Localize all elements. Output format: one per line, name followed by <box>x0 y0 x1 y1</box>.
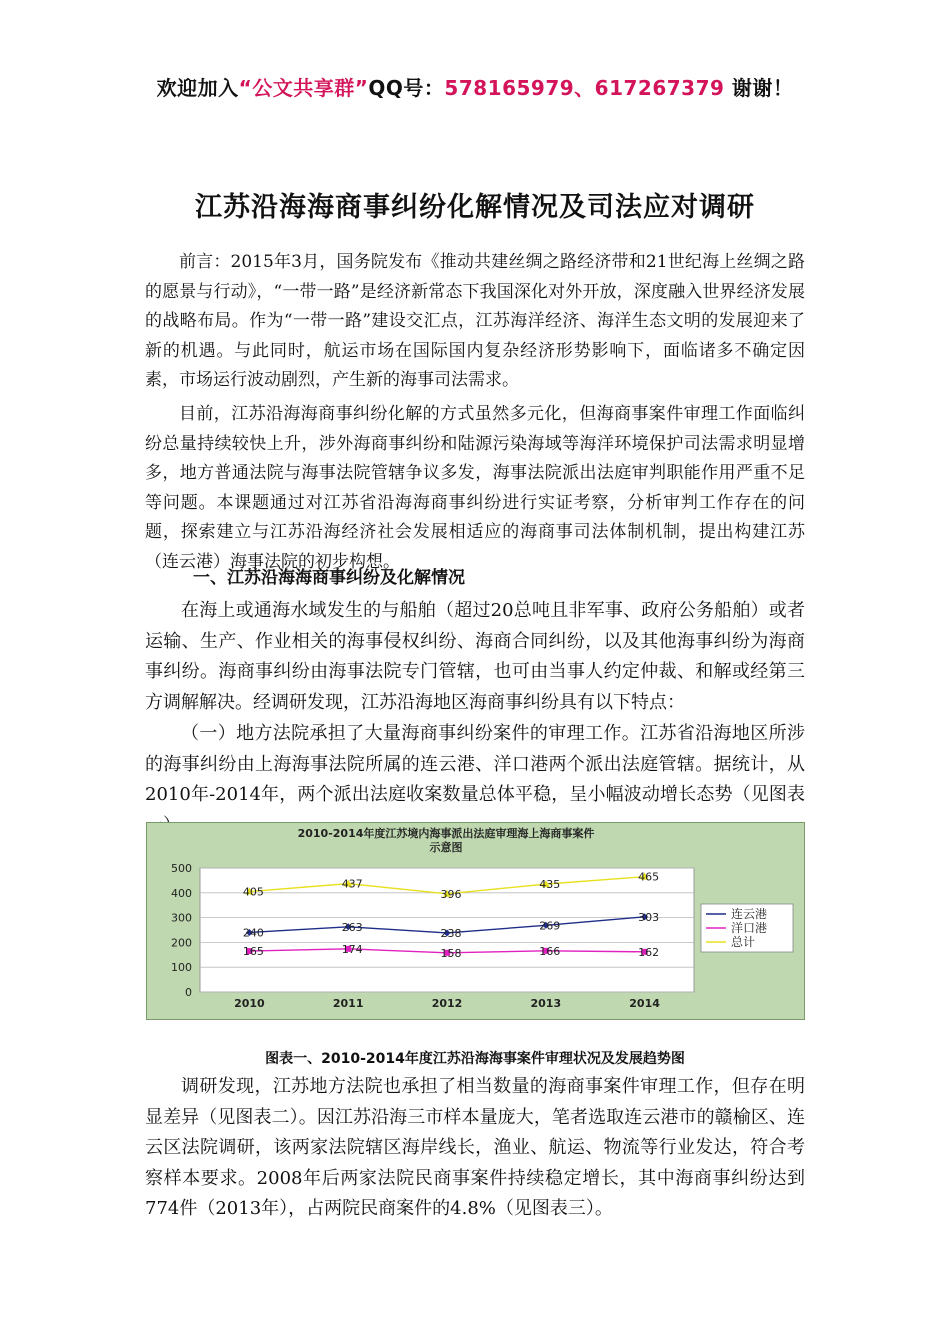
data-label: 165 <box>242 945 264 959</box>
data-label: 396 <box>440 887 462 901</box>
paragraph-definition: 在海上或通海水域发生的与船舶（超过20总吨且非军事、政府公务船舶）或者运输、生产、作业相关的海事侵权纠纷、海商合同纠纷，以及其他海事纠纷为海商事纠纷。海商事纠纷由海事法院专门管辖，也可由当事人约定仲裁、和解或经第三方调解解决。经调研发现，江苏沿海地区海商事纠纷具有以下特点： <box>145 600 805 713</box>
data-label: 240 <box>242 926 264 940</box>
legend-label: 洋口港 <box>731 921 768 935</box>
banner-qq-label: QQ号： <box>368 76 445 100</box>
x-tick-label: 2012 <box>431 997 463 1010</box>
data-label: 465 <box>638 870 660 884</box>
paragraph-local-courts: （一）地方法院承担了大量海商事纠纷案件的审理工作。江苏省沿海地区所涉的海事纠纷由上海海事法院所属的连云港、洋口港两个派出法庭管辖。据统计，从2010年-2014年，两个派出法庭收案数量总体平稳，呈小幅波动增长态势（见图表 <box>145 723 805 805</box>
data-label: 303 <box>638 910 660 924</box>
chart-title-line2: 示意图 <box>429 841 463 854</box>
x-tick-label: 2011 <box>332 997 364 1010</box>
paragraph-preface: 前言：2015年3月，国务院发布《推动共建丝绸之路经济带和21世纪海上丝绸之路的愿景与行动》，“一带一路”是经济新常态下我国深化对外开放，深度融入世界经济发展的战略布局。作为“一带一路”建设交汇点，江苏海洋经济、海洋生态文明的发展迎来了新的机遇。与此同时，航运市场在国际国内复杂经济形势影响下，面临诸多不确定因素，市场运行波动剧烈，产生新的海事司法需求。 <box>145 252 805 390</box>
chart-caption: 图表一、2010-2014年度江苏沿海海事案件审理状况及发展趋势图 <box>265 1051 685 1067</box>
data-label: 437 <box>341 877 363 891</box>
banner-suffix: 谢谢！ <box>724 76 794 100</box>
document-title: 江苏沿海海商事纠纷化解情况及司法应对调研 <box>195 192 755 223</box>
data-label: 158 <box>440 946 462 960</box>
data-label: 263 <box>341 920 363 934</box>
banner-qq-numbers: 578165979、617267379 <box>444 76 725 100</box>
data-label: 174 <box>341 942 363 956</box>
y-tick-label: 300 <box>171 911 192 925</box>
data-label: 166 <box>539 944 561 958</box>
x-tick-label: 2013 <box>530 997 562 1010</box>
paragraph-findings: 调研发现，江苏地方法院也承担了相当数量的海商事案件审理工作，但存在明显差异（见图表二）。因江苏沿海三市样本量庞大，笔者选取连云港市的赣榆区、连云区法院调研，该两家法院辖区海岸线长，渔业、航运、物流等行业发达，符合考察样本要求。2008年后两家法院民商事案件持续稳定增长，其中海商事纠纷达到774件（2013年），占两院民商案件的4.8%（见图表三）。 <box>145 1076 805 1219</box>
legend-label: 总计 <box>731 935 756 949</box>
legend-label: 连云港 <box>731 907 768 921</box>
data-label: 162 <box>638 945 660 959</box>
x-tick-label: 2010 <box>234 997 265 1010</box>
y-tick-label: 100 <box>171 961 192 975</box>
data-label: 269 <box>539 919 561 933</box>
banner <box>0 72 950 101</box>
paragraph-current: 目前，江苏沿海海商事纠纷化解的方式虽然多元化，但海商事案件审理工作面临纠纷总量持续较快上升，涉外海商事纠纷和陆源污染海域等海洋环境保护司法需求明显增多，地方普通法院与海事法院管辖争议多发，海事法院派出法庭审判职能作用严重不足等问题。本课题通过对江苏省沿海海商事纠纷进行实证考察，分析审判工作存在的问题，探索建立与江苏沿海经济社会发展相适应的海商事司法体制机制，提出构建江苏（连云港）海事法院的初步构想。 <box>145 404 805 572</box>
data-label: 435 <box>539 878 561 892</box>
banner-group: “公文共享群” <box>238 76 369 100</box>
banner-prefix: 欢迎加入 <box>156 76 239 100</box>
line-chart <box>146 822 805 1020</box>
data-label: 238 <box>440 926 462 940</box>
x-tick-label: 2014 <box>629 997 660 1010</box>
y-tick-label: 200 <box>171 936 192 950</box>
section-heading-1: 一、江苏沿海海商事纠纷及化解情况 <box>193 568 465 588</box>
chart-title-line1: 2010-2014年度江苏境内海事派出法庭审理海上海商事案件 <box>297 827 595 840</box>
y-tick-label: 500 <box>171 862 192 875</box>
data-label: 405 <box>242 885 264 899</box>
y-tick-label: 400 <box>171 886 192 900</box>
y-tick-label: 0 <box>185 986 192 999</box>
